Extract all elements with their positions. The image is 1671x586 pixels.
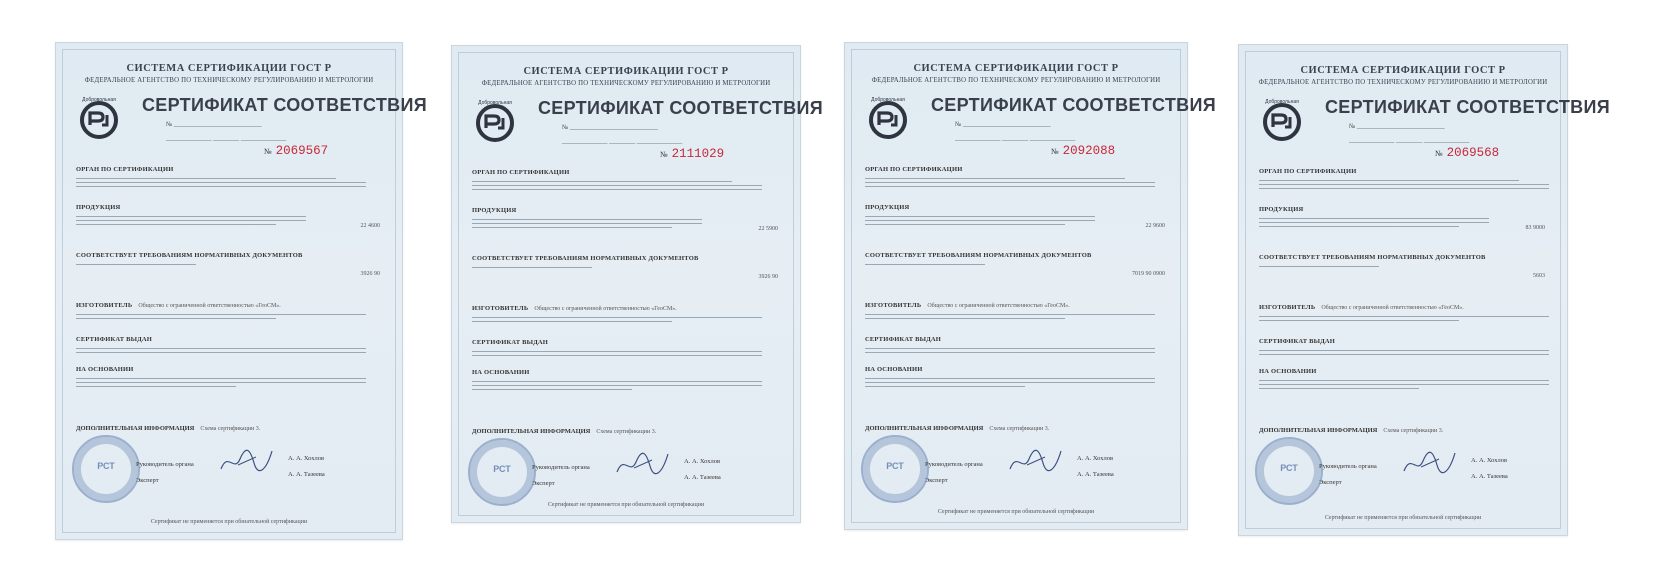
- conformity-block: СООТВЕТСТВУЕТ ТРЕБОВАНИЯМ НОРМАТИВНЫХ ДОКУМЕНТОВ: [865, 251, 1098, 265]
- head-name: А. А. Хохлов: [288, 455, 325, 462]
- signature-icon: [1399, 447, 1459, 477]
- tnved-code: 3926 90: [360, 271, 380, 277]
- expert-label: Эксперт: [1319, 479, 1342, 486]
- organ-block: ОРГАН ПО СЕРТИФИКАЦИИ: [865, 165, 1155, 187]
- expert-label: Эксперт: [532, 480, 555, 487]
- certification-system: СИСТЕМА СЕРТИФИКАЦИИ ГОСТ Р: [126, 63, 332, 74]
- head-label: Руководитель органа: [1319, 463, 1377, 470]
- basis-block: НА ОСНОВАНИИ: [76, 365, 366, 387]
- basis-block: НА ОСНОВАНИИ: [865, 365, 1155, 387]
- head-name: А. А. Хохлов: [1471, 457, 1508, 464]
- registration-line: № ___________________________: [1349, 123, 1445, 130]
- tnved-code: 3926 90: [758, 274, 778, 280]
- product-block: ПРОДУКЦИЯ: [76, 203, 306, 225]
- maker-block: ИЗГОТОВИТЕЛЬ Общество с ограниченной ответственностью «ГеоСМ».: [865, 301, 1155, 319]
- certificate-footer: Сертификат не применяется при обязательной сертификации: [937, 509, 1095, 515]
- product-code: 22 5900: [758, 226, 778, 232]
- product-code: 22 9600: [1145, 223, 1165, 229]
- issued-block: СЕРТИФИКАТ ВЫДАН: [472, 338, 762, 356]
- product-block: ПРОДУКЦИЯ: [1259, 205, 1489, 227]
- certificate-3: [844, 42, 1216, 530]
- gost-r-logo-icon: [76, 95, 122, 141]
- head-label: Руководитель органа: [532, 464, 590, 471]
- basis-block: НА ОСНОВАНИИ: [1259, 367, 1549, 389]
- gost-r-logo-icon: [1259, 97, 1305, 143]
- certificate-2: [451, 45, 823, 523]
- tnved-code: 7019 90 0900: [1132, 271, 1165, 277]
- serial-number: № 2092088: [1051, 144, 1116, 158]
- serial-number: № 2069567: [264, 144, 329, 158]
- certificate-footer: Сертификат не применяется при обязательной сертификации: [547, 502, 705, 508]
- svg-text:Добровольная: Добровольная: [82, 97, 116, 103]
- certification-system: СИСТЕМА СЕРТИФИКАЦИИ ГОСТ Р: [523, 66, 729, 77]
- product-code: 22 4600: [360, 223, 380, 229]
- tnved-code: 5603: [1533, 273, 1545, 279]
- signature-icon: [216, 445, 276, 475]
- registration-line: № ___________________________: [166, 121, 262, 128]
- certification-stamp: РСТ: [72, 435, 140, 503]
- maker-block: ИЗГОТОВИТЕЛЬ Общество с ограниченной ответственностью «ГеоСМ».: [472, 304, 762, 322]
- basis-block: НА ОСНОВАНИИ: [472, 368, 762, 390]
- additional-info: ДОПОЛНИТЕЛЬНАЯ ИНФОРМАЦИЯ Схема сертификации 3.: [865, 425, 1050, 432]
- organ-block: ОРГАН ПО СЕРТИФИКАЦИИ: [76, 165, 366, 187]
- certificate-footer: Сертификат не применяется при обязательной сертификации: [1324, 515, 1482, 521]
- issued-block: СЕРТИФИКАТ ВЫДАН: [76, 335, 366, 353]
- serial-number: № 2069568: [1435, 146, 1500, 160]
- validity-line: ______________ ________ ______________: [955, 135, 1076, 142]
- agency-name: ФЕДЕРАЛЬНОЕ АГЕНТСТВО ПО ТЕХНИЧЕСКОМУ РЕГУЛИРОВАНИЮ И МЕТРОЛОГИИ: [481, 80, 771, 87]
- signature-icon: [612, 448, 672, 478]
- gost-r-logo-icon: [472, 98, 518, 144]
- expert-name: А. А. Тазеева: [684, 474, 721, 481]
- conformity-block: СООТВЕТСТВУЕТ ТРЕБОВАНИЯМ НОРМАТИВНЫХ ДОКУМЕНТОВ: [472, 254, 705, 268]
- certificate-4: [1238, 44, 1610, 536]
- issued-block: СЕРТИФИКАТ ВЫДАН: [865, 335, 1155, 353]
- serial-number: № 2111029: [660, 147, 725, 161]
- certificate-title: СЕРТИФИКАТ СООТВЕТСТВИЯ: [931, 95, 1216, 115]
- certification-stamp: РСТ: [861, 435, 929, 503]
- certification-stamp: РСТ: [468, 438, 536, 506]
- signature-icon: [1005, 445, 1065, 475]
- expert-label: Эксперт: [136, 477, 159, 484]
- additional-info: ДОПОЛНИТЕЛЬНАЯ ИНФОРМАЦИЯ Схема сертификации 3.: [76, 425, 261, 432]
- certificate-title: СЕРТИФИКАТ СООТВЕТСТВИЯ: [142, 95, 427, 115]
- expert-label: Эксперт: [925, 477, 948, 484]
- certificate-title: СЕРТИФИКАТ СООТВЕТСТВИЯ: [538, 98, 823, 118]
- head-name: А. А. Хохлов: [1077, 455, 1114, 462]
- head-label: Руководитель органа: [136, 461, 194, 468]
- conformity-block: СООТВЕТСТВУЕТ ТРЕБОВАНИЯМ НОРМАТИВНЫХ ДОКУМЕНТОВ: [76, 251, 309, 265]
- maker-block: ИЗГОТОВИТЕЛЬ Общество с ограниченной ответственностью «ГеоСМ».: [1259, 303, 1549, 321]
- head-name: А. А. Хохлов: [684, 458, 721, 465]
- gost-r-logo-icon: [865, 95, 911, 141]
- certification-stamp: РСТ: [1255, 437, 1323, 505]
- maker-block: ИЗГОТОВИТЕЛЬ Общество с ограниченной ответственностью «ГеоСМ».: [76, 301, 366, 319]
- certification-system: СИСТЕМА СЕРТИФИКАЦИИ ГОСТ Р: [913, 63, 1119, 74]
- validity-line: ______________ ________ ______________: [562, 138, 683, 145]
- certificate-1: [55, 42, 427, 540]
- product-code: 83 9000: [1525, 225, 1545, 231]
- expert-name: А. А. Тазеева: [1077, 471, 1114, 478]
- issued-block: СЕРТИФИКАТ ВЫДАН: [1259, 337, 1549, 355]
- registration-line: № ___________________________: [562, 124, 658, 131]
- validity-line: ______________ ________ ______________: [1349, 137, 1470, 144]
- certificate-footer: Сертификат не применяется при обязательной сертификации: [150, 519, 308, 525]
- agency-name: ФЕДЕРАЛЬНОЕ АГЕНТСТВО ПО ТЕХНИЧЕСКОМУ РЕГУЛИРОВАНИЮ И МЕТРОЛОГИИ: [871, 77, 1161, 84]
- agency-name: ФЕДЕРАЛЬНОЕ АГЕНТСТВО ПО ТЕХНИЧЕСКОМУ РЕГУЛИРОВАНИЮ И МЕТРОЛОГИИ: [1258, 79, 1548, 86]
- certification-system: СИСТЕМА СЕРТИФИКАЦИИ ГОСТ Р: [1300, 65, 1506, 76]
- expert-name: А. А. Тазеева: [1471, 473, 1508, 480]
- head-label: Руководитель органа: [925, 461, 983, 468]
- additional-info: ДОПОЛНИТЕЛЬНАЯ ИНФОРМАЦИЯ Схема сертификации 3.: [472, 428, 657, 435]
- validity-line: ______________ ________ ______________: [166, 135, 287, 142]
- svg-text:Добровольная: Добровольная: [1265, 99, 1299, 105]
- conformity-block: СООТВЕТСТВУЕТ ТРЕБОВАНИЯМ НОРМАТИВНЫХ ДОКУМЕНТОВ: [1259, 253, 1492, 267]
- svg-text:Добровольная: Добровольная: [478, 100, 512, 106]
- additional-info: ДОПОЛНИТЕЛЬНАЯ ИНФОРМАЦИЯ Схема сертификации 3.: [1259, 427, 1444, 434]
- expert-name: А. А. Тазеева: [288, 471, 325, 478]
- certificate-title: СЕРТИФИКАТ СООТВЕТСТВИЯ: [1325, 97, 1610, 117]
- svg-text:Добровольная: Добровольная: [871, 97, 905, 103]
- organ-block: ОРГАН ПО СЕРТИФИКАЦИИ: [1259, 167, 1549, 189]
- registration-line: № ___________________________: [955, 121, 1051, 128]
- product-block: ПРОДУКЦИЯ: [472, 206, 702, 228]
- organ-block: ОРГАН ПО СЕРТИФИКАЦИИ: [472, 168, 762, 190]
- agency-name: ФЕДЕРАЛЬНОЕ АГЕНТСТВО ПО ТЕХНИЧЕСКОМУ РЕГУЛИРОВАНИЮ И МЕТРОЛОГИИ: [84, 77, 374, 84]
- product-block: ПРОДУКЦИЯ: [865, 203, 1095, 225]
